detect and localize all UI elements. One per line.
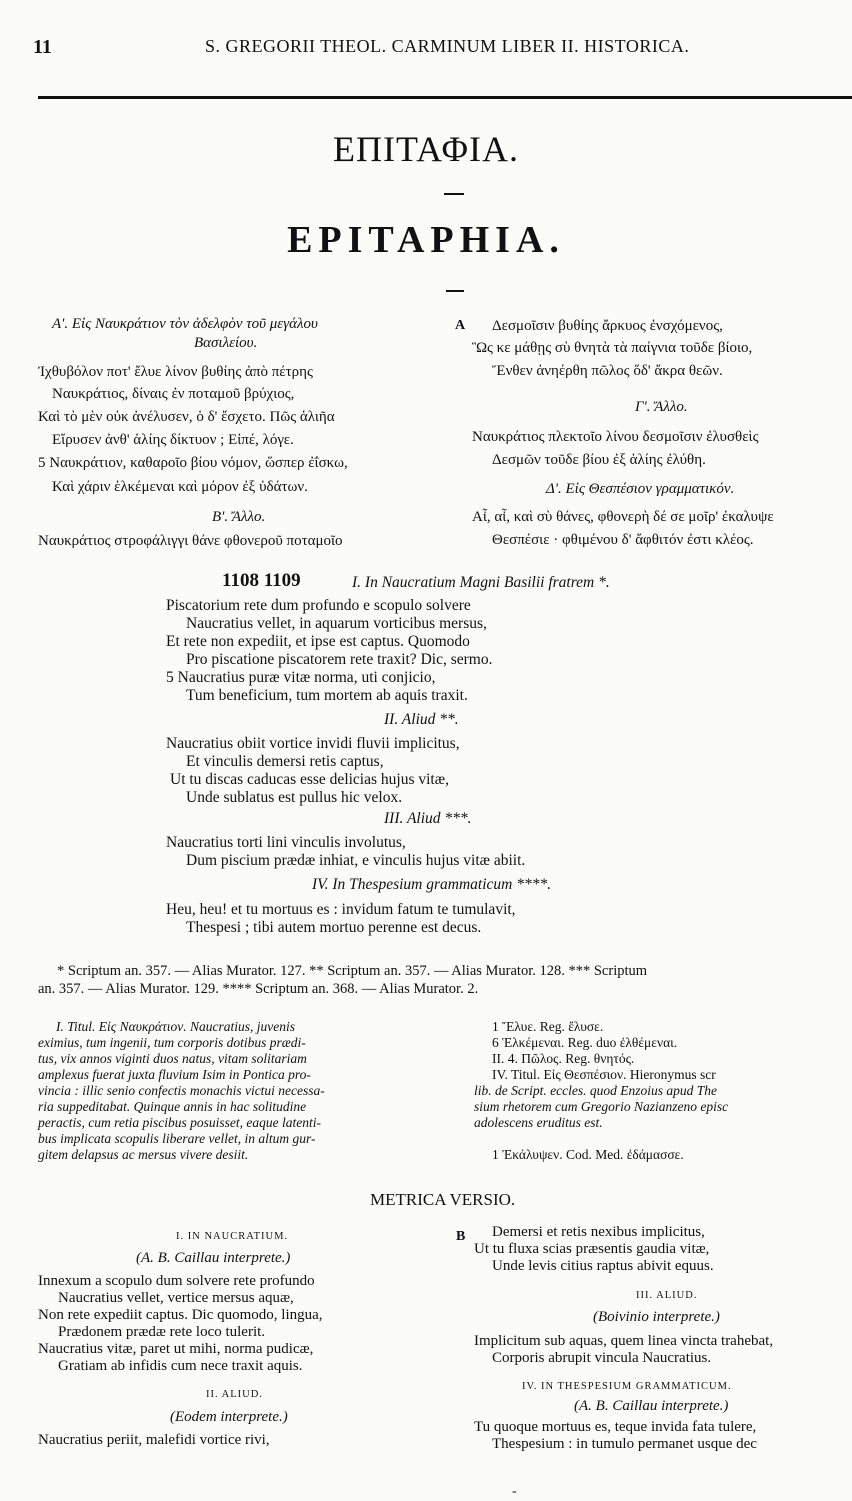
- greek-heading-b: Β'. Ἄλλο.: [212, 509, 266, 525]
- metrica-title: METRICA VERSIO.: [370, 1190, 516, 1209]
- latin-verse: Dum piscium prædæ inhiat, e vinculis hujus vitæ abiit.: [186, 852, 526, 869]
- metrica-verse: Tu quoque mortuus es, teque invida fata tulere,: [474, 1419, 757, 1435]
- commentary-note: lib. de Script. eccles. quod Enzoius apud The: [474, 1083, 717, 1098]
- commentary-line: vincia : illic senio confectis monachis victui necessa-: [38, 1083, 325, 1098]
- latin-heading-2: II. Aliud **.: [384, 711, 459, 728]
- commentary-note: 1 Ἐκάλυψεν. Cod. Med. ἐδάμασσε.: [492, 1147, 684, 1162]
- commentary-line: ria suppeditabat. Quinque annis in hac solitudine: [38, 1099, 307, 1114]
- metrica-heading-1: I. IN NAUCRATIUM.: [176, 1231, 289, 1242]
- greek-heading-a: Α'. Εἰς Ναυκράτιον τὸν ἀδελφὸν τοῦ μεγάλου: [52, 316, 318, 332]
- margin-letter-a: A: [455, 318, 466, 333]
- latin-verse: Naucratius vellet, in aquarum vorticibus mersus,: [186, 615, 487, 632]
- metrica-verse: Demersi et retis nexibus implicitus,: [492, 1224, 705, 1240]
- metrica-verse: Naucratius periit, malefidi vortice rivi,: [38, 1432, 270, 1448]
- latin-verse: Naucratius torti lini vinculis involutus,: [166, 834, 406, 851]
- latin-heading-1: I. In Naucratium Magni Basilii fratrem *.: [352, 574, 610, 591]
- commentary-line: peractis, cum retia piscibus posuisset, eaque latenti-: [38, 1115, 321, 1130]
- metrica-interpreter: (A. B. Caillau interprete.): [136, 1250, 291, 1266]
- greek-verse: Ἰχθυβόλον ποτ' ἔλυε λίνον βυθίης ἀπὸ πέτρης: [38, 364, 313, 380]
- title-divider: [444, 193, 464, 195]
- greek-verse: Ναυκράτιος, δίναις ἐν ποταμοῦ βρύχιος,: [52, 386, 295, 402]
- latin-heading-4: IV. In Thespesium grammaticum ****.: [312, 876, 552, 893]
- greek-verse: Ναυκράτιος στροφάλιγγι θάνε φθονεροῦ ποταμοῖο: [38, 533, 343, 549]
- greek-verse: Αἶ, αἶ, καὶ σὺ θάνες, φθονερὴ δέ σε μοῖρ' ἐκαλυψε: [472, 509, 774, 525]
- commentary-line: gitem delapsus ac mersus vivere desiit.: [38, 1147, 249, 1162]
- footnote-line: an. 357. — Alias Murator. 129. **** Scriptum an. 368. — Alias Murator. 2.: [38, 981, 479, 997]
- greek-heading-a-cont: Βασιλείου.: [194, 335, 258, 351]
- commentary-note: adolescens eruditus est.: [474, 1115, 603, 1130]
- commentary-line: tus, vix annos viginti duos natus, vitam solitariam: [38, 1051, 307, 1066]
- greek-verse: Ναυκράτιος πλεκτοῖο λίνου δεσμοῖσιν ἐλυσθεὶς: [472, 429, 759, 445]
- commentary-note: II. 4. Πῶλος. Reg. θνητός.: [492, 1051, 635, 1066]
- column-numbers: 1108 1109: [222, 570, 301, 591]
- latin-title: EPITAPHIA.: [287, 219, 565, 261]
- greek-title: ΕΠΙΤΑΦΙΑ.: [333, 129, 519, 169]
- commentary-line: eximius, tum ingenii, tum corporis dotibus prædi-: [38, 1035, 306, 1050]
- commentary-note: sium rhetorem cum Gregorio Nazianzeno episc: [474, 1099, 729, 1114]
- latin-verse: Ut tu discas caducas esse delicias hujus vitæ,: [170, 771, 449, 788]
- metrica-verse: Implicitum sub aquas, quem linea vincta trahebat,: [474, 1333, 774, 1349]
- running-head: S. GREGORII THEOL. CARMINUM LIBER II. HISTORICA.: [205, 36, 690, 56]
- latin-verse: Et vinculis demersi retis captus,: [186, 753, 384, 770]
- metrica-heading-2: II. ALIUD.: [206, 1389, 263, 1400]
- metrica-verse: Non rete expediit captus. Dic quomodo, lingua,: [38, 1307, 323, 1323]
- header-rule: [38, 96, 852, 99]
- metrica-heading-4: IV. IN THESPESIUM GRAMMATICUM.: [522, 1381, 732, 1392]
- metrica-verse: Unde levis citius raptus abivit equus.: [492, 1258, 714, 1274]
- greek-heading-d: Δ'. Εἰς Θεσπέσιον γραμματικόν.: [546, 481, 735, 497]
- greek-verse: Δεσμοῖσιν βυθίης ἄρκυος ἐνσχόμενος,: [492, 318, 723, 334]
- metrica-verse: Prædonem prædæ rete loco tulerit.: [58, 1324, 266, 1340]
- commentary-line: I. Titul. Εἰς Ναυκράτιον. Naucratius, juvenis: [56, 1019, 296, 1034]
- greek-verse: Δεσμῶν τοῦδε βίου ἐξ ἁλίης ἐλύθη.: [492, 452, 706, 468]
- greek-heading-c: Γ'. Ἄλλο.: [635, 399, 688, 415]
- commentary-note: 6 Ἑλκέμεναι. Reg. duo ἐλθέμεναι.: [492, 1035, 678, 1050]
- page-number: 11: [33, 36, 52, 58]
- footnote-line: * Scriptum an. 357. — Alias Murator. 127. ** Scriptum an. 357. — Alias Murator. 128. *** Scriptum: [57, 963, 648, 979]
- latin-verse: 5 Naucratius puræ vitæ norma, uti conjicio,: [166, 669, 436, 686]
- metrica-interpreter: (Boivinio interprete.): [593, 1309, 720, 1325]
- latin-verse: Unde sublatus est pullus hic velox.: [186, 789, 403, 806]
- greek-verse: Εἴρυσεν ἀνθ' ἁλίης δίκτυον ; Εἰπέ, λόγε.: [52, 432, 294, 448]
- commentary-line: bus implicata scopulis liberare vellet, in altum gur-: [38, 1131, 316, 1146]
- greek-verse: Καὶ τὸ μὲν οὐκ ἀνέλυσεν, ὁ δ' ἔσχετο. Πῶς ἁλιῆα: [38, 409, 335, 425]
- greek-verse: Καὶ χάριν ἑλκέμεναι καὶ μόρον ἐξ ὑδάτων.: [52, 479, 308, 495]
- commentary-note: 1 Ἔλυε. Reg. ἔλυσε.: [492, 1019, 604, 1034]
- metrica-verse: Naucratius vellet, vertice mersus aquæ,: [58, 1290, 294, 1306]
- metrica-verse: Gratiam ab infidis cum nece traxit aquis.: [58, 1358, 303, 1374]
- latin-verse: Pro piscatione piscatorem rete traxit? Dic, sermo.: [186, 651, 493, 668]
- greek-verse: Θεσπέσιε · φθιμένου δ' ἄφθιτόν ἐστι κλέος.: [492, 532, 754, 548]
- latin-verse: Piscatorium rete dum profundo e scopulo solvere: [166, 597, 471, 614]
- commentary-line: amplexus fuerat juxta fluvium Isim in Pontica pro-: [38, 1067, 311, 1082]
- metrica-interpreter: (A. B. Caillau interprete.): [574, 1398, 729, 1414]
- greek-verse: Ὣς κε μάθῃς σὺ θνητὰ τὰ παίγνια τοῦδε βίοιο,: [472, 340, 753, 356]
- commentary-note: IV. Titul. Εἰς Θεσπέσιον. Hieronymus scr: [492, 1067, 716, 1082]
- metrica-verse: Corporis abrupit vincula Naucratius.: [492, 1350, 712, 1366]
- margin-letter-b: B: [456, 1229, 466, 1244]
- greek-verse: 5 Ναυκράτιον, καθαροῖο βίου νόμον, ὥσπερ ἐΐσκω,: [38, 455, 348, 471]
- metrica-verse: Thespesium : in tumulo permanet usque dec: [492, 1436, 757, 1452]
- greek-verse: Ἔνθεν ἀνηέρθη πῶλος ὅδ' ἄκρα θεῶν.: [492, 363, 723, 379]
- title-divider: [446, 290, 464, 292]
- latin-verse: Heu, heu! et tu mortuus es : invidum fatum te tumulavit,: [166, 901, 516, 918]
- metrica-verse: Naucratius vitæ, paret ut mihi, norma pudicæ,: [38, 1341, 314, 1357]
- latin-heading-3: III. Aliud ***.: [384, 810, 472, 827]
- metrica-verse: Innexum a scopulo dum solvere rete profundo: [38, 1273, 315, 1289]
- metrica-interpreter: (Eodem interprete.): [170, 1409, 288, 1425]
- latin-verse: Naucratius obiit vortice invidi fluvii implicitus,: [166, 735, 460, 752]
- latin-verse: Thespesi ; tibi autem mortuo perenne est decus.: [186, 919, 482, 936]
- latin-verse: Tum beneficium, tum mortem ab aquis traxit.: [186, 687, 468, 704]
- metrica-verse: Ut tu fluxa scias præsentis gaudia vitæ,: [474, 1241, 710, 1257]
- latin-verse: Et rete non expediit, et ipse est captus. Quomodo: [166, 633, 470, 650]
- bottom-mark: -: [512, 1484, 517, 1499]
- metrica-heading-3: III. ALIUD.: [636, 1290, 698, 1301]
